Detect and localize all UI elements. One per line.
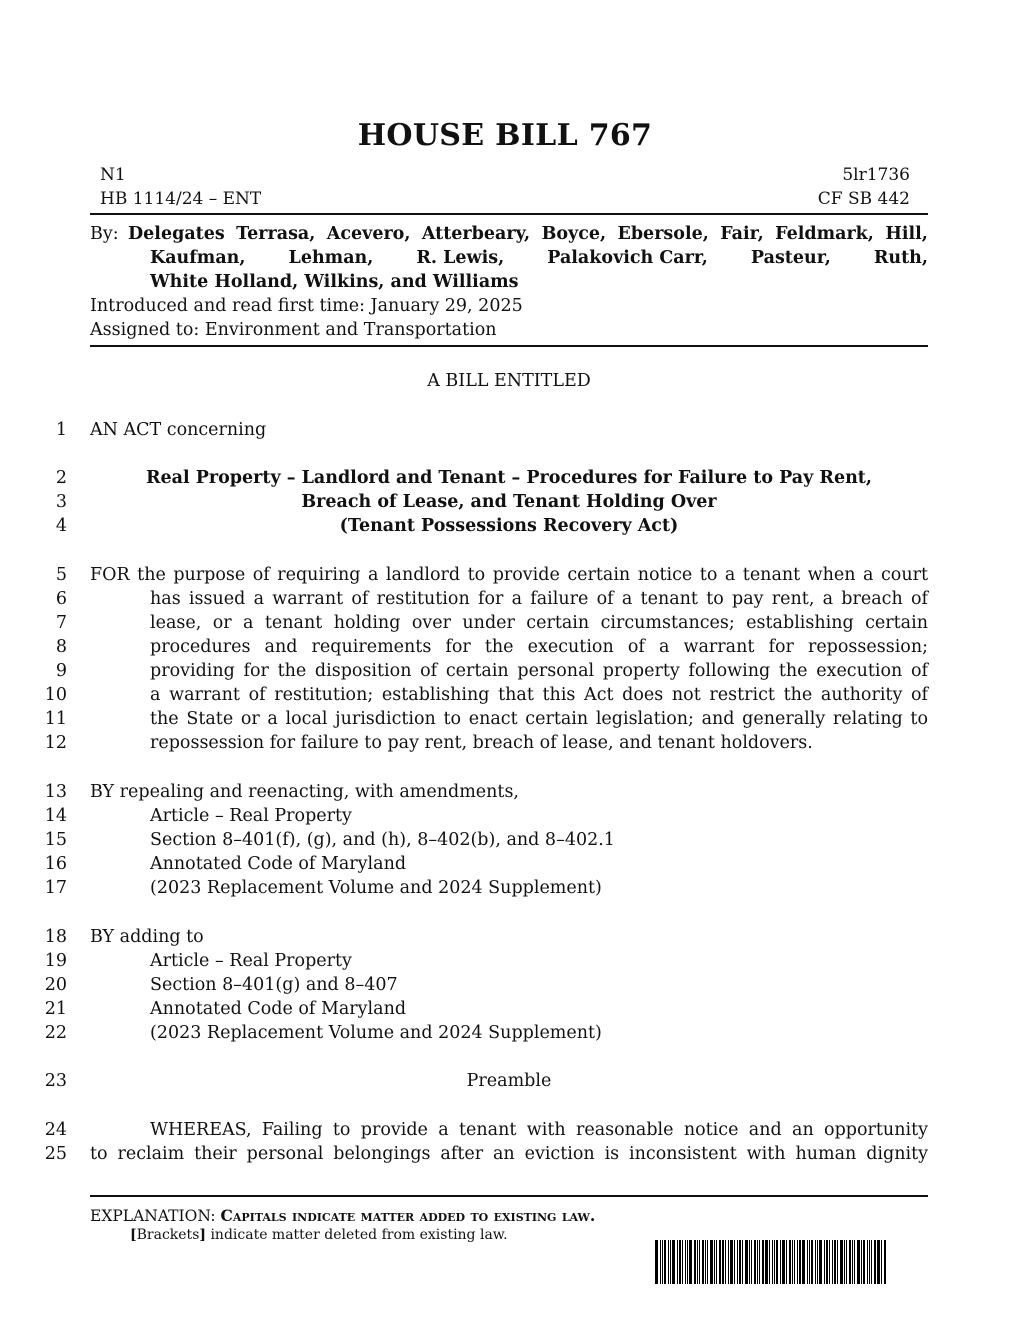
explanation-brackets-line <box>130 1227 508 1243</box>
line-number: 14 <box>44 806 67 826</box>
line-number: 13 <box>44 782 67 802</box>
line-number: 6 <box>55 589 67 609</box>
bill-text-line: a warrant of restitution; establishing that this Act does not restrict the authority of <box>150 685 928 705</box>
bill-text-line: FOR the purpose of requiring a landlord to provide certain notice to a tenant when a court <box>90 565 928 585</box>
sponsor-name: Ebersole, <box>617 224 709 244</box>
sponsor-name: Ruth, <box>873 248 928 268</box>
line-number: 3 <box>55 492 67 512</box>
line-number: 17 <box>44 878 67 898</box>
line-number: 7 <box>55 613 67 633</box>
sponsor-name: Terrasa, <box>236 224 316 244</box>
sponsor-name: Acevero, <box>326 224 411 244</box>
bill-text-line: Section 8–401(g) and 8–407 <box>150 975 398 995</box>
introduced-date: Introduced and read first time: January 29, 2025 <box>90 296 523 316</box>
sponsor-name: Pasteur, <box>750 248 831 268</box>
drafting-number: 5lr1736 <box>842 165 910 185</box>
line-number: 10 <box>44 685 67 705</box>
line-number: 25 <box>44 1144 67 1164</box>
line-number: 20 <box>44 975 67 995</box>
bill-text-line: (Tenant Possessions Recovery Act) <box>339 516 679 536</box>
line-number: 11 <box>44 709 67 729</box>
bill-text-line: has issued a warrant of restitution for a failure of a tenant to pay rent, a breach of <box>150 589 928 609</box>
explanation-label: EXPLANATION: <box>90 1207 216 1225</box>
bill-text-line: Article – Real Property <box>150 951 352 971</box>
line-number: 5 <box>55 565 67 585</box>
brackets-description: indicate matter deleted from existing law. <box>210 1227 508 1243</box>
bill-entitled-heading: A BILL ENTITLED <box>427 371 591 391</box>
committee-code: N1 <box>100 165 126 185</box>
bill-text-line: WHEREAS, Failing to provide a tenant with reasonable notice and an opportunity <box>150 1120 928 1140</box>
line-number: 15 <box>44 830 67 850</box>
cross-file-code: CF SB 442 <box>817 189 910 209</box>
bill-text-line: Real Property – Landlord and Tenant – Procedures for Failure to Pay Rent, <box>145 468 872 488</box>
brackets-word: Brackets <box>136 1227 200 1243</box>
bill-text-line: repossession for failure to pay rent, breach of lease, and tenant holdovers. <box>150 733 813 753</box>
bill-text-line: BY adding to <box>90 927 204 947</box>
sponsor-name: R. Lewis, <box>416 248 505 268</box>
bill-text-line: Breach of Lease, and Tenant Holding Over <box>301 492 717 512</box>
line-number: 22 <box>44 1023 67 1043</box>
line-number: 8 <box>55 637 67 657</box>
bracket-close: ] <box>199 1227 206 1243</box>
line-number: 2 <box>55 468 67 488</box>
prior-bill-code: HB 1114/24 – ENT <box>100 189 262 209</box>
line-number: 1 <box>55 420 67 440</box>
sponsor-name: Boyce, <box>541 224 607 244</box>
bill-text-line: (2023 Replacement Volume and 2024 Supplement) <box>150 1023 602 1043</box>
sponsor-name: Delegates <box>128 224 225 244</box>
sponsor-name: Hill, <box>885 224 928 244</box>
line-number: 21 <box>44 999 67 1019</box>
bill-text-line: providing for the disposition of certain personal property following the execution of <box>150 661 928 681</box>
sponsor-line-2 <box>150 246 928 270</box>
bill-text-line: Annotated Code of Maryland <box>150 854 407 874</box>
bill-text-line: lease, or a tenant holding over under certain circumstances; establishing certain <box>150 613 928 633</box>
sponsor-rule <box>90 345 928 347</box>
bill-text-line: (2023 Replacement Volume and 2024 Supplement) <box>150 878 602 898</box>
line-number: 24 <box>44 1120 67 1140</box>
footer-rule <box>90 1195 928 1197</box>
bill-text-line: Section 8–401(f), (g), and (h), 8–402(b), and 8–402.1 <box>150 830 615 850</box>
bracket-open: [ <box>130 1227 137 1243</box>
line-number: 23 <box>44 1071 67 1091</box>
bill-text-line: BY repealing and reenacting, with amendments, <box>90 782 519 802</box>
sponsor-name: Palakovich Carr, <box>547 248 708 268</box>
sponsor-name: Lehman, <box>288 248 374 268</box>
bill-text-line: procedures and requirements for the execution of a warrant for repossession; <box>150 637 928 657</box>
header-rule <box>90 213 928 215</box>
line-number: 19 <box>44 951 67 971</box>
line-number: 16 <box>44 854 67 874</box>
sponsor-line-1 <box>128 222 928 246</box>
line-number: 9 <box>55 661 67 681</box>
bill-text-line: AN ACT concerning <box>90 420 267 440</box>
bill-text-line: Article – Real Property <box>150 806 352 826</box>
line-number: 12 <box>44 733 67 753</box>
line-number: 18 <box>44 927 67 947</box>
bill-title: HOUSE BILL 767 <box>357 118 653 153</box>
sponsor-line-3: White Holland, Wilkins, and Williams <box>150 272 519 292</box>
sponsor-name: Fair, <box>720 224 764 244</box>
explanation-capitals: Capitals indicate matter added to existing law. <box>220 1206 596 1225</box>
sponsor-name: Kaufman, <box>150 248 246 268</box>
sponsor-name: Feldmark, <box>775 224 874 244</box>
committee-assignment: Assigned to: Environment and Transportation <box>90 320 497 340</box>
sponsor-name: Atterbeary, <box>421 224 531 244</box>
bill-text-line: Preamble <box>466 1071 552 1091</box>
sponsor-prefix: By: <box>90 224 119 244</box>
bill-text-line: the State or a local jurisdiction to enact certain legislation; and generally relating to <box>150 709 928 729</box>
bill-text-line: Annotated Code of Maryland <box>150 999 407 1019</box>
line-number: 4 <box>55 516 67 536</box>
explanation-line <box>90 1206 595 1225</box>
bill-text-line: to reclaim their personal belongings after an eviction is inconsistent with human dignity <box>90 1144 928 1164</box>
barcode-icon <box>655 1240 905 1284</box>
